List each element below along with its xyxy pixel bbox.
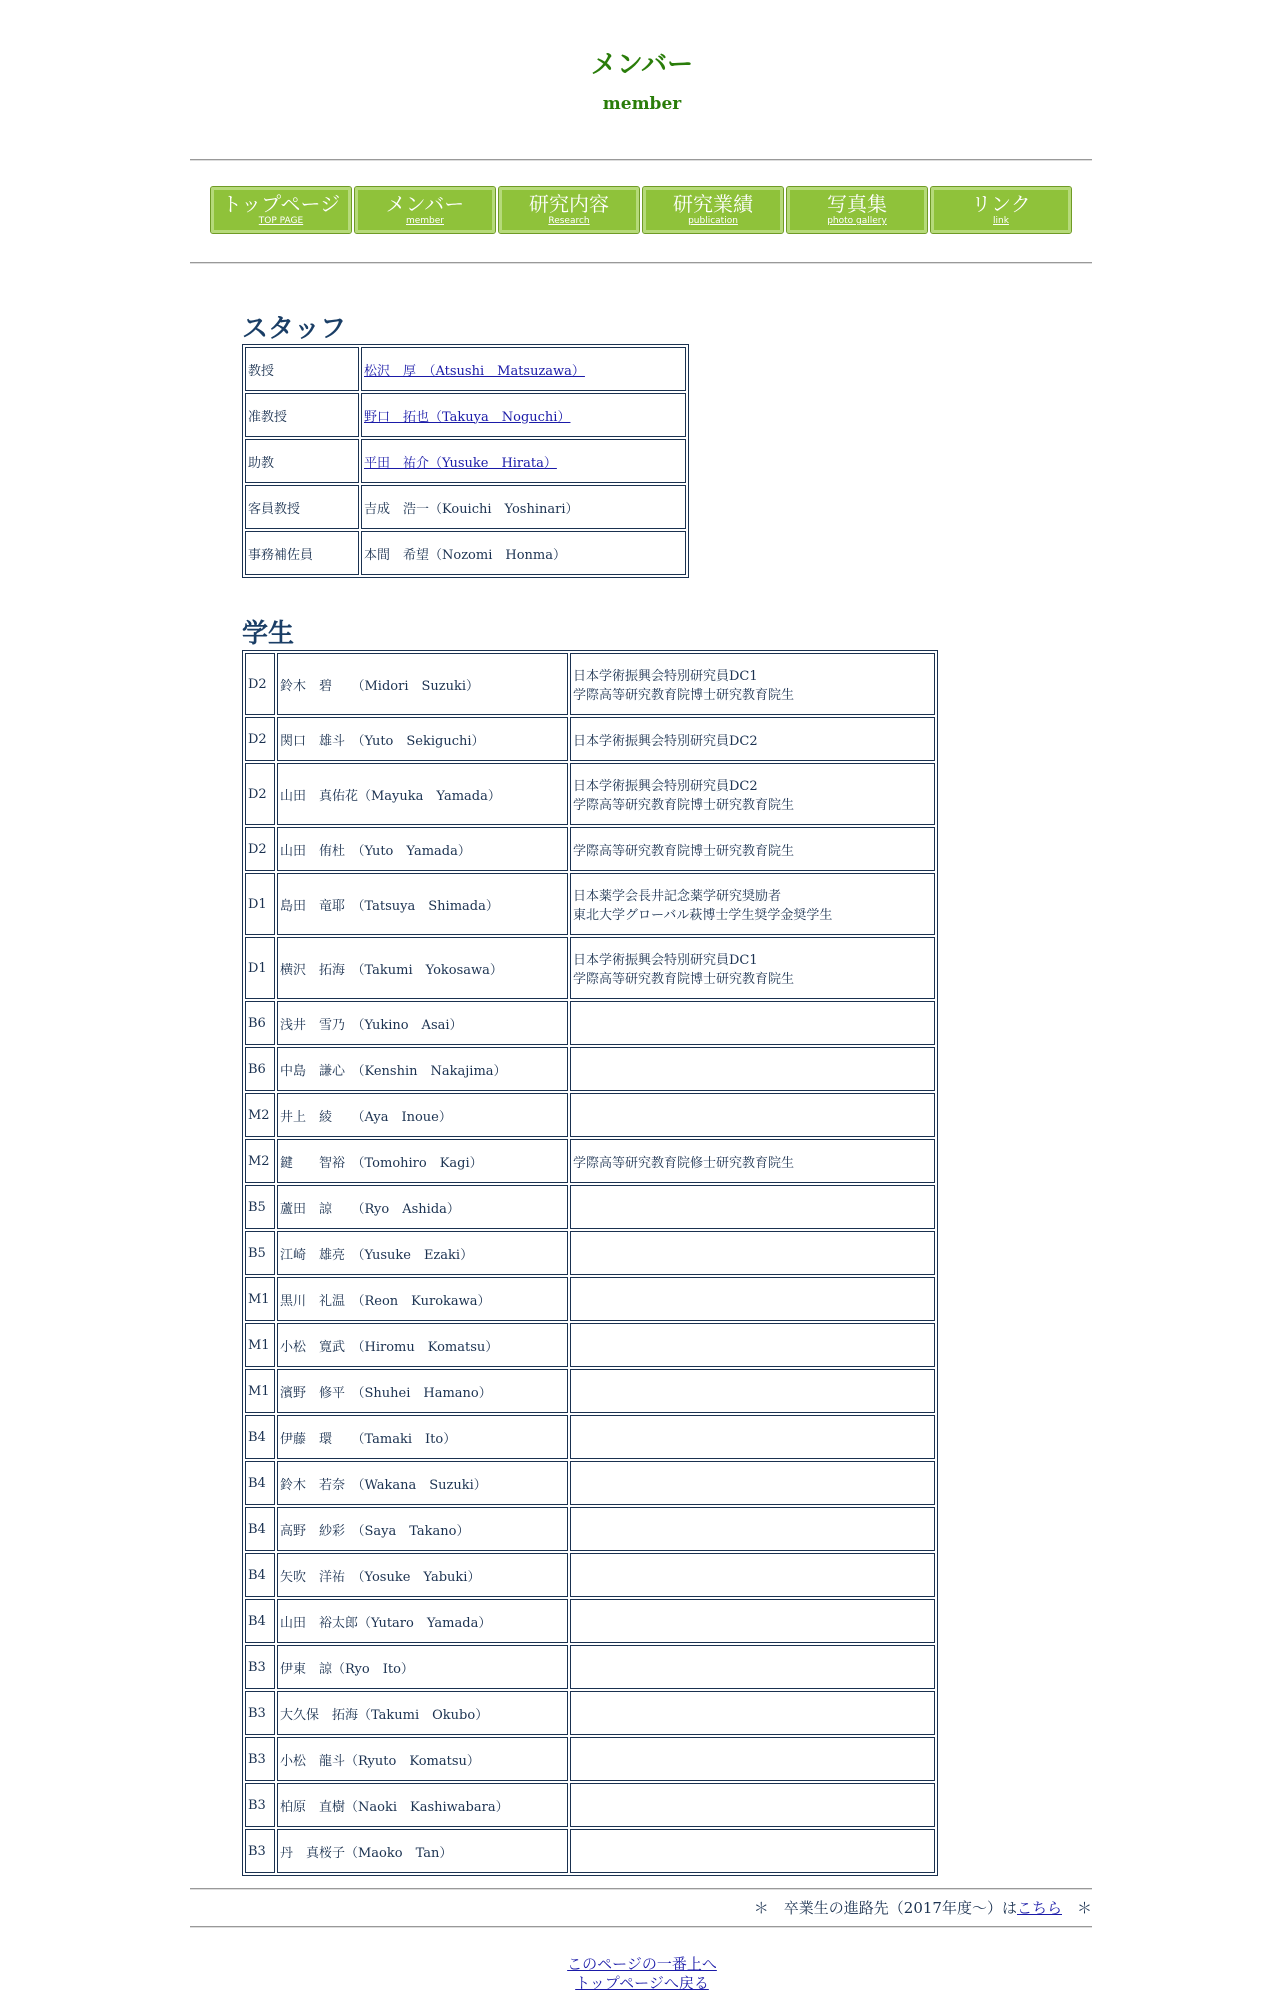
student-row xyxy=(245,937,935,999)
student-name: 高野 紗彩 （Saya Takano） xyxy=(277,1507,568,1551)
nav-sublabel: member xyxy=(405,216,445,226)
student-name: 大久保 拓海（Takumi Okubo） xyxy=(277,1691,568,1735)
student-note-line: 日本学術振興会特別研究員DC1 xyxy=(573,953,758,968)
student-name: 伊東 諒（Ryo Ito） xyxy=(277,1645,568,1689)
staff-name-cell xyxy=(361,485,686,529)
student-name: 山田 裕太郎（Yutaro Yamada） xyxy=(277,1599,568,1643)
students-table-body xyxy=(245,653,935,1873)
staff-name-link[interactable]: 松沢 厚 （Atsushi Matsuzawa） xyxy=(364,363,585,379)
student-name: 鈴木 若奈 （Wakana Suzuki） xyxy=(277,1461,568,1505)
student-note xyxy=(570,1553,935,1597)
main-nav xyxy=(211,187,1071,233)
student-grade: M1 xyxy=(245,1369,275,1413)
student-name: 江崎 雄亮 （Yusuke Ezaki） xyxy=(277,1231,568,1275)
student-note xyxy=(570,1139,935,1183)
nav-photo-gallery[interactable] xyxy=(787,187,927,233)
student-row xyxy=(245,827,935,871)
student-note xyxy=(570,1461,935,1505)
student-row xyxy=(245,1415,935,1459)
student-row xyxy=(245,1829,935,1873)
student-grade: D1 xyxy=(245,873,275,935)
nav-link[interactable] xyxy=(931,187,1071,233)
staff-table-body xyxy=(245,347,686,575)
nav-label: メンバー xyxy=(385,192,465,216)
nav-member[interactable] xyxy=(355,187,495,233)
student-name: 蘆田 諒 （Ryo Ashida） xyxy=(277,1185,568,1229)
student-grade: B4 xyxy=(245,1461,275,1505)
graduates-notice xyxy=(190,1897,1092,1918)
staff-role: 助教 xyxy=(245,439,359,483)
graduates-link[interactable]: こちら xyxy=(1016,1899,1062,1917)
staff-name-cell xyxy=(361,393,686,437)
student-grade: D2 xyxy=(245,717,275,761)
student-note-line: 日本学術振興会特別研究員DC2 xyxy=(573,733,758,749)
student-name: 山田 侑杜 （Yuto Yamada） xyxy=(277,827,568,871)
student-note-line: 日本学術振興会特別研究員DC1 xyxy=(573,669,758,684)
nav-label: トップページ xyxy=(221,192,341,216)
nav-top-page[interactable] xyxy=(211,187,351,233)
nav-publication[interactable] xyxy=(643,187,783,233)
staff-row xyxy=(245,531,686,575)
student-name: 柏原 直樹（Naoki Kashiwabara） xyxy=(277,1783,568,1827)
student-name: 小松 寛武 （Hiromu Komatsu） xyxy=(277,1323,568,1367)
student-note xyxy=(570,1231,935,1275)
student-note xyxy=(570,1047,935,1091)
student-row xyxy=(245,653,935,715)
student-grade: D2 xyxy=(245,653,275,715)
staff-name: 本間 希望（Nozomi Honma） xyxy=(364,547,566,563)
student-grade: B4 xyxy=(245,1507,275,1551)
student-grade: D2 xyxy=(245,763,275,825)
student-grade: D1 xyxy=(245,937,275,999)
student-row xyxy=(245,1001,935,1045)
student-note xyxy=(570,717,935,761)
staff-name-cell xyxy=(361,439,686,483)
student-note xyxy=(570,1645,935,1689)
notice-suffix: ＊ xyxy=(1061,1899,1092,1917)
student-row xyxy=(245,1691,935,1735)
footer-links xyxy=(0,1955,1284,1993)
student-note xyxy=(570,1691,935,1735)
student-note-line: 日本学術振興会特別研究員DC2 xyxy=(573,779,758,794)
student-note-line: 学際高等研究教育院博士研究教育院生 xyxy=(573,798,795,813)
student-name: 黒川 礼温 （Reon Kurokawa） xyxy=(277,1277,568,1321)
student-grade: M1 xyxy=(245,1323,275,1367)
staff-role: 事務補佐員 xyxy=(245,531,359,575)
student-note xyxy=(570,827,935,871)
staff-name-cell xyxy=(361,531,686,575)
student-note-line: 日本薬学会長井記念薬学研究奨励者 xyxy=(573,889,782,904)
student-name: 濱野 修平 （Shuhei Hamano） xyxy=(277,1369,568,1413)
nav-label: 研究内容 xyxy=(529,192,609,216)
nav-sublabel: link xyxy=(993,216,1009,226)
staff-role: 教授 xyxy=(245,347,359,391)
nav-label: 研究業績 xyxy=(673,192,753,216)
student-name: 関口 雄斗 （Yuto Sekiguchi） xyxy=(277,717,568,761)
student-grade: B3 xyxy=(245,1829,275,1873)
staff-name-link[interactable]: 野口 拓也（Takuya Noguchi） xyxy=(364,409,571,425)
student-name: 島田 竜耶 （Tatsuya Shimada） xyxy=(277,873,568,935)
nav-label: リンク xyxy=(971,192,1031,216)
staff-name-cell xyxy=(361,347,686,391)
staff-row xyxy=(245,485,686,529)
student-grade: D2 xyxy=(245,827,275,871)
staff-role: 客員教授 xyxy=(245,485,359,529)
student-row xyxy=(245,1599,935,1643)
student-grade: B3 xyxy=(245,1737,275,1781)
student-row xyxy=(245,1093,935,1137)
student-note xyxy=(570,1507,935,1551)
staff-name-link[interactable]: 平田 祐介（Yusuke Hirata） xyxy=(364,455,557,471)
nav-sublabel: publication xyxy=(688,216,738,226)
student-name: 中島 謙心 （Kenshin Nakajima） xyxy=(277,1047,568,1091)
student-row xyxy=(245,873,935,935)
student-note-line: 学際高等研究教育院博士研究教育院生 xyxy=(573,843,795,859)
student-row xyxy=(245,1047,935,1091)
student-grade: B4 xyxy=(245,1599,275,1643)
student-grade: B3 xyxy=(245,1645,275,1689)
divider xyxy=(190,1926,1092,1928)
home-link[interactable]: トップページへ戻る xyxy=(575,1974,709,1992)
student-row xyxy=(245,1369,935,1413)
student-row xyxy=(245,1185,935,1229)
nav-sublabel: photo gallery xyxy=(827,216,887,226)
student-name: 丹 真桜子（Maoko Tan） xyxy=(277,1829,568,1873)
student-row xyxy=(245,1645,935,1689)
student-row xyxy=(245,1461,935,1505)
student-grade: B5 xyxy=(245,1231,275,1275)
student-grade: B3 xyxy=(245,1783,275,1827)
staff-row xyxy=(245,439,686,483)
student-name: 山田 真佑花（Mayuka Yamada） xyxy=(277,763,568,825)
student-note xyxy=(570,1415,935,1459)
staff-role: 准教授 xyxy=(245,393,359,437)
student-name: 横沢 拓海 （Takumi Yokosawa） xyxy=(277,937,568,999)
divider xyxy=(190,1888,1092,1890)
student-grade: B5 xyxy=(245,1185,275,1229)
student-grade: B3 xyxy=(245,1691,275,1735)
divider xyxy=(190,159,1092,161)
student-grade: B6 xyxy=(245,1001,275,1045)
student-note xyxy=(570,873,935,935)
students-heading: 学生 xyxy=(242,619,295,649)
student-row xyxy=(245,1139,935,1183)
student-row xyxy=(245,1737,935,1781)
student-row xyxy=(245,763,935,825)
student-note xyxy=(570,1737,935,1781)
page-subtitle: member xyxy=(602,94,682,114)
student-row xyxy=(245,1507,935,1551)
student-note xyxy=(570,937,935,999)
student-note xyxy=(570,1185,935,1229)
students-table xyxy=(242,650,938,1876)
student-row xyxy=(245,1783,935,1827)
student-grade: B6 xyxy=(245,1047,275,1091)
student-note-line: 学際高等研究教育院修士研究教育院生 xyxy=(573,1155,795,1171)
student-row xyxy=(245,1323,935,1367)
student-grade: B4 xyxy=(245,1415,275,1459)
student-note xyxy=(570,763,935,825)
student-note xyxy=(570,1277,935,1321)
student-name: 小松 龍斗（Ryuto Komatsu） xyxy=(277,1737,568,1781)
student-note-line: 東北大学グローバル萩博士学生奨学金奨学生 xyxy=(573,908,833,923)
student-grade: M1 xyxy=(245,1277,275,1321)
student-name: 伊藤 環 （Tamaki Ito） xyxy=(277,1415,568,1459)
student-note xyxy=(570,1599,935,1643)
student-note xyxy=(570,1323,935,1367)
student-note-line: 学際高等研究教育院博士研究教育院生 xyxy=(573,688,795,703)
student-grade: M2 xyxy=(245,1093,275,1137)
student-note xyxy=(570,1001,935,1045)
student-name: 矢吹 洋祐 （Yosuke Yabuki） xyxy=(277,1553,568,1597)
student-name: 鈴木 碧 （Midori Suzuki） xyxy=(277,653,568,715)
student-row xyxy=(245,1553,935,1597)
staff-name: 吉成 浩一（Kouichi Yoshinari） xyxy=(364,501,579,517)
notice-prefix: ＊ 卒業生の進路先（2017年度～）は xyxy=(753,1899,1017,1917)
staff-heading: スタッフ xyxy=(242,314,347,344)
student-grade: M2 xyxy=(245,1139,275,1183)
page-title: メンバー xyxy=(590,50,694,80)
student-row xyxy=(245,717,935,761)
staff-row xyxy=(245,347,686,391)
student-note xyxy=(570,1829,935,1873)
nav-research[interactable] xyxy=(499,187,639,233)
staff-row xyxy=(245,393,686,437)
student-row xyxy=(245,1231,935,1275)
student-name: 浅井 雪乃 （Yukino Asai） xyxy=(277,1001,568,1045)
nav-label: 写真集 xyxy=(827,192,887,216)
student-note-line: 学際高等研究教育院博士研究教育院生 xyxy=(573,972,795,987)
nav-sublabel: TOP PAGE xyxy=(258,216,304,226)
student-note xyxy=(570,653,935,715)
divider xyxy=(190,262,1092,264)
staff-table xyxy=(242,344,689,578)
nav-sublabel: Research xyxy=(548,216,590,226)
student-grade: B4 xyxy=(245,1553,275,1597)
page-top-link[interactable]: このページの一番上へ xyxy=(567,1955,717,1973)
student-note xyxy=(570,1783,935,1827)
student-name: 井上 綾 （Aya Inoue） xyxy=(277,1093,568,1137)
student-name: 鍵 智裕 （Tomohiro Kagi） xyxy=(277,1139,568,1183)
student-note xyxy=(570,1369,935,1413)
student-note xyxy=(570,1093,935,1137)
student-row xyxy=(245,1277,935,1321)
